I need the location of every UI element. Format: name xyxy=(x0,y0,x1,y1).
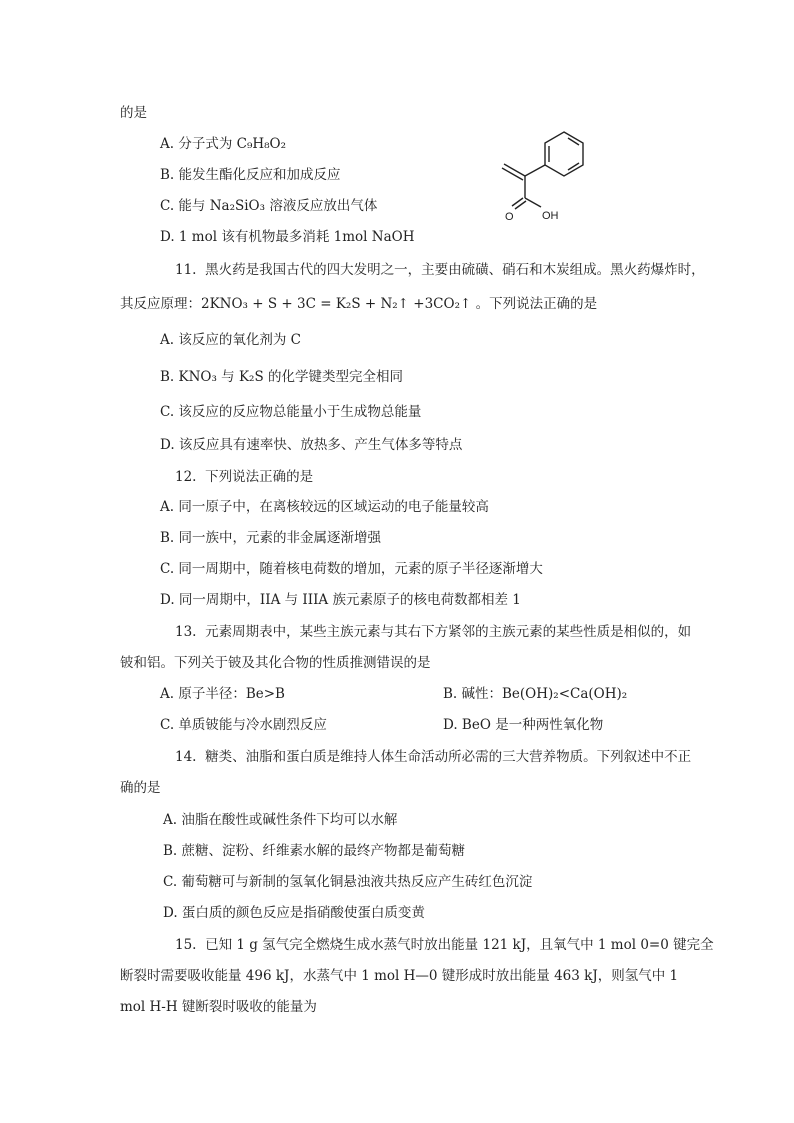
q10-option-c: C. 能与 Na₂SiO₃ 溶液反应放出气体 xyxy=(160,198,378,214)
q14-option-d: D. 蛋白质的颜色反应是指硝酸使蛋白质变黄 xyxy=(163,905,425,921)
q11-stem-line2: 其反应原理：2KNO₃ + S + 3C = K₂S + N₂↑ +3CO₂↑ 。下列说法正确的是 xyxy=(120,296,598,312)
benzene-ring xyxy=(545,132,583,176)
q10-option-a: A. 分子式为 C₉H₈O₂ xyxy=(160,136,287,152)
q12-stem-text: 下列说法正确的是 xyxy=(205,469,314,485)
q15-stem-line3: mol H-H 键断裂时吸收的能量为 xyxy=(120,999,317,1015)
q13-option-b: B. 碱性：Be(OH)₂<Ca(OH)₂ xyxy=(443,686,628,702)
q14-number: 14. xyxy=(175,749,197,765)
q12-option-b: B. 同一族中，元素的非金属逐渐增强 xyxy=(160,530,382,546)
q14-stem-text: 糖类、油脂和蛋白质是维持人体生命活动所必需的三大营养物质。下列叙述中不正 xyxy=(205,749,692,765)
q12-option-a: A. 同一原子中，在离核较远的区域运动的电子能量较高 xyxy=(160,499,489,515)
q12-option-d: D. 同一周期中，IIA 与 IIIA 族元素原子的核电荷数都相差 1 xyxy=(160,592,521,608)
q14-stem-line1 xyxy=(175,747,691,767)
q13-option-c: C. 单质铍能与冷水剧烈反应 xyxy=(160,717,327,733)
q15-stem-line2: 断裂时需要吸收能量 496 kJ，水蒸气中 1 mol H—0 键形成时放出能量 463 kJ，则氢气中 1 xyxy=(120,968,679,984)
q14-stem-line2: 确的是 xyxy=(120,780,161,796)
molecule-structure-diagram xyxy=(488,118,608,230)
q14-option-c: C. 葡萄糖可与新制的氢氧化铜悬浊液共热反应产生砖红色沉淀 xyxy=(163,874,533,890)
q11-option-a: A. 该反应的氧化剂为 C xyxy=(160,332,301,348)
q15-number: 15. xyxy=(175,937,197,953)
q10-stem-tail: 的是 xyxy=(120,105,147,121)
q11-number: 11. xyxy=(175,262,197,278)
q13-stem-line2: 铍和铝。下列关于铍及其化合物的性质推测错误的是 xyxy=(120,655,431,671)
side-chain xyxy=(502,164,545,209)
q11-stem-line1 xyxy=(175,260,705,280)
q15-stem-text: 已知 1 g 氢气完全燃烧生成水蒸气时放出能量 121 kJ，且氧气中 1 mol 0=0 键完全 xyxy=(205,937,714,953)
oxygen-label: O xyxy=(505,211,514,223)
q11-stem-text: 黑火药是我国古代的四大发明之一，主要由硫磺、硝石和木炭组成。黑火药爆炸时， xyxy=(205,262,705,278)
structure-svg xyxy=(488,118,608,230)
q10-option-b: B. 能发生酯化反应和加成反应 xyxy=(160,167,341,183)
q13-stem-line1 xyxy=(175,622,691,642)
q10-option-d: D. 1 mol 该有机物最多消耗 1mol NaOH xyxy=(160,229,415,245)
q13-number: 13. xyxy=(175,624,197,640)
q12-option-c: C. 同一周期中，随着核电荷数的增加，元素的原子半径逐渐增大 xyxy=(160,561,543,577)
q12-number: 12. xyxy=(175,469,197,485)
q11-option-b: B. KNO₃ 与 K₂S 的化学键类型完全相同 xyxy=(160,369,403,385)
q13-option-a: A. 原子半径：Be>B xyxy=(160,686,285,702)
q15-stem-line1 xyxy=(175,935,714,955)
q11-option-d: D. 该反应具有速率快、放热多、产生气体多等特点 xyxy=(160,437,463,453)
q13-option-d: D. BeO 是一种两性氧化物 xyxy=(443,717,604,733)
q11-option-c: C. 该反应的反应物总能量小于生成物总能量 xyxy=(160,404,422,420)
q13-stem-text: 元素周期表中，某些主族元素与其右下方紧邻的主族元素的某些性质是相似的，如 xyxy=(205,624,692,640)
q14-option-b: B. 蔗糖、淀粉、纤维素水解的最终产物都是葡萄糖 xyxy=(163,843,466,859)
hydroxyl-label: OH xyxy=(542,210,559,222)
q14-option-a: A. 油脂在酸性或碱性条件下均可以水解 xyxy=(163,812,398,828)
q12-stem xyxy=(175,467,313,487)
